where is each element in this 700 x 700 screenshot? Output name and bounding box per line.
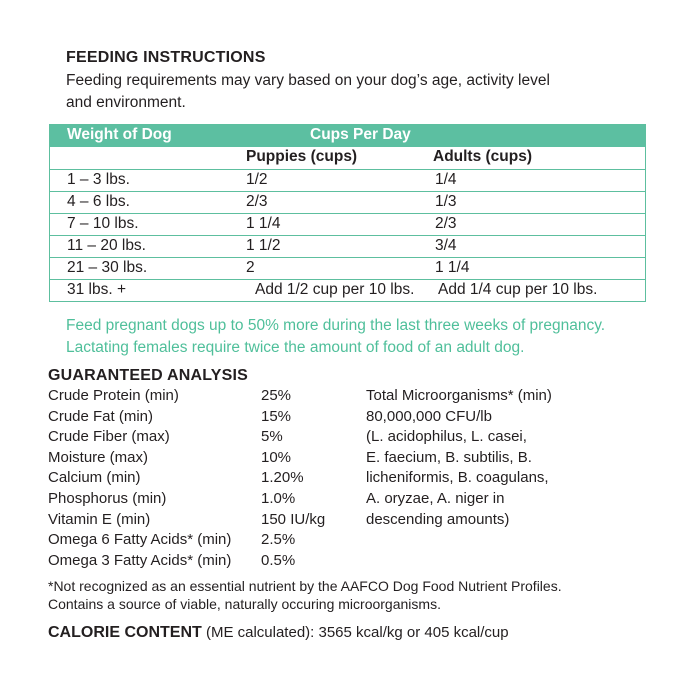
lactation-note: Lactating females require twice the amount of food of an adult dog.	[66, 339, 525, 356]
table-row	[50, 213, 645, 235]
microorganisms-line: (L. acidophilus, L. casei,	[366, 428, 527, 446]
header-weight: Weight of Dog	[67, 126, 172, 143]
analysis-row	[48, 427, 325, 448]
analysis-label: Phosphorus (min)	[48, 489, 167, 507]
weight-cell: 4 – 6 lbs.	[67, 193, 130, 210]
analysis-label: Crude Fat (min)	[48, 407, 154, 425]
table-subheader	[50, 147, 645, 169]
puppies-cell: 2/3	[246, 193, 268, 210]
adults-cell: 1/3	[435, 193, 457, 210]
table-row	[50, 191, 645, 213]
analysis-value: 1.20%	[261, 469, 304, 487]
aafco-footnote: *Not recognized as an essential nutrient by the AAFCO Dog Food Nutrient Profiles.	[48, 578, 562, 594]
weight-cell: 1 – 3 lbs.	[67, 171, 130, 188]
analysis-row	[48, 510, 325, 531]
analysis-label: Crude Protein (min)	[48, 387, 179, 404]
feeding-table	[49, 124, 646, 302]
analysis-value: 1.0%	[261, 489, 296, 507]
microorganism-footnote: Contains a source of viable, naturally occuring microorganisms.	[48, 596, 441, 612]
analysis-label: Crude Fiber (max)	[48, 428, 170, 446]
analysis-row	[48, 551, 325, 572]
analysis-value: 25%	[261, 387, 292, 404]
analysis-label: Omega 3 Fatty Acids* (min)	[48, 551, 232, 569]
microorganisms-line: E. faecium, B. subtilis, B.	[366, 448, 532, 466]
calorie-title: CALORIE CONTENT	[48, 624, 202, 641]
analysis-row	[48, 448, 325, 469]
table-row	[50, 257, 645, 279]
analysis-label: Calcium (min)	[48, 469, 141, 487]
table-row	[50, 235, 645, 257]
analysis-title: GUARANTEED ANALYSIS	[48, 367, 248, 384]
feeding-title: FEEDING INSTRUCTIONS	[66, 49, 266, 66]
weight-cell: 11 – 20 lbs.	[67, 237, 146, 254]
analysis-value: 15%	[261, 407, 292, 425]
analysis-value: 5%	[261, 428, 283, 446]
microorganisms-line: A. oryzae, A. niger in	[366, 489, 505, 507]
analysis-row	[48, 407, 325, 428]
weight-cell: 21 – 30 lbs.	[67, 259, 148, 276]
subheader-puppies: Puppies (cups)	[246, 148, 358, 165]
feeding-intro-line2: and environment.	[66, 94, 186, 111]
adults-cell: 1 1/4	[435, 259, 470, 276]
puppies-cell: 1 1/4	[246, 215, 281, 232]
calorie-content	[48, 624, 509, 642]
adults-cell: 3/4	[435, 237, 457, 254]
microorganisms-line: descending amounts)	[366, 510, 510, 528]
analysis-row	[48, 530, 325, 551]
microorganisms-block	[366, 386, 552, 530]
microorganisms-line: 80,000,000 CFU/lb	[366, 407, 492, 425]
analysis-list	[48, 386, 325, 571]
analysis-value: 0.5%	[261, 551, 296, 569]
weight-cell: 7 – 10 lbs.	[67, 215, 139, 232]
microorganisms-line: Total Microorganisms* (min)	[366, 387, 552, 404]
table-header	[50, 125, 645, 147]
subheader-adults: Adults (cups)	[433, 148, 533, 165]
weight-cell: 31 lbs. +	[67, 281, 127, 298]
adults-cell: 2/3	[435, 215, 457, 232]
adults-cell: 1/4	[435, 171, 457, 188]
analysis-label: Omega 6 Fatty Acids* (min)	[48, 531, 232, 549]
puppies-cell: 1 1/2	[246, 237, 281, 254]
analysis-value: 10%	[261, 448, 292, 466]
analysis-label: Vitamin E (min)	[48, 510, 151, 528]
pregnancy-note: Feed pregnant dogs up to 50% more during the last three weeks of pregnancy.	[66, 317, 606, 334]
microorganisms-line: licheniformis, B. coagulans,	[366, 469, 549, 487]
analysis-value: 150 IU/kg	[261, 510, 326, 528]
adults-cell: Add 1/4 cup per 10 lbs.	[438, 281, 598, 298]
analysis-row	[48, 386, 325, 407]
feeding-intro-line1: Feeding requirements may vary based on your dog’s age, activity level	[66, 72, 550, 89]
table-row	[50, 169, 645, 191]
analysis-row	[48, 489, 325, 510]
puppies-cell: 1/2	[246, 171, 268, 188]
analysis-label: Moisture (max)	[48, 448, 149, 466]
analysis-row	[48, 468, 325, 489]
header-cups: Cups Per Day	[310, 126, 411, 143]
analysis-value: 2.5%	[261, 531, 296, 549]
table-row	[50, 279, 645, 301]
puppies-cell: Add 1/2 cup per 10 lbs.	[255, 281, 415, 298]
calorie-text: (ME calculated): 3565 kcal/kg or 405 kcal/cup	[201, 624, 509, 641]
puppies-cell: 2	[246, 259, 255, 276]
